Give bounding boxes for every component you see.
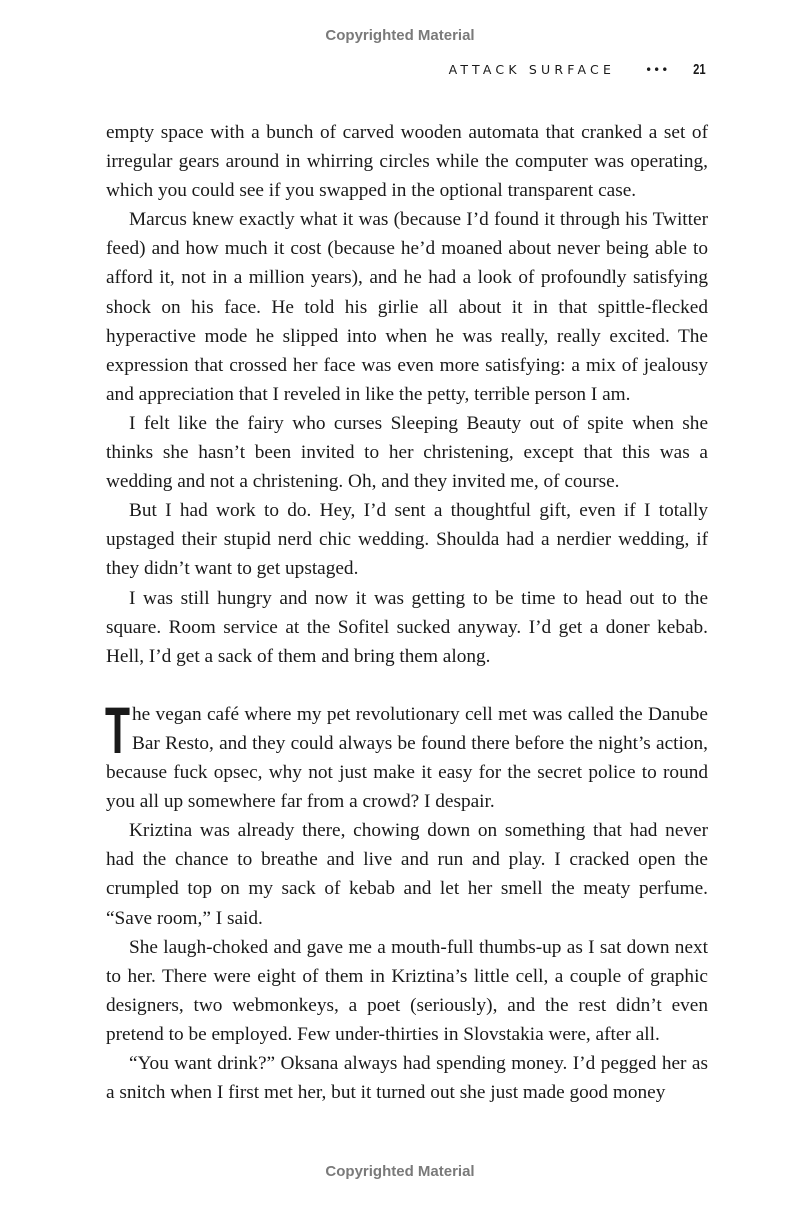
body-text — [106, 118, 708, 1107]
section-opening-paragraph — [105, 692, 708, 816]
separator-dots: ••• — [645, 62, 670, 77]
page-number: 21 — [693, 61, 706, 78]
paragraph: empty space with a bunch of carved wooden automata that cranked a set of irregular gears around in whirring circles while the computer was operating, which you could see if you swapped in the optional transparent case. — [106, 122, 708, 202]
paragraph: I felt like the fairy who curses Sleeping Beauty out of spite when she thinks she hasn’t been invited to her christening, except that this was a wedding and not a christening. Oh, and they invited me, of course. — [106, 412, 708, 493]
paragraph: She laugh-choked and gave me a mouth-full thumbs-up as I sat down next to her. There were eight of them in Kriztina’s little cell, a couple of graphic designers, two webmonkeys, a poet (seriously), and the rest didn’t even pretend to be employed. Few under-thirties in Slovstakia were, after all. — [106, 936, 708, 1045]
book-title: ATTACK SURFACE — [448, 62, 616, 77]
copyright-watermark-top: Copyrighted Material — [325, 27, 475, 44]
paragraph: Kriztina was already there, chowing down on something that had never had the chance to breathe and live and run and play. I cracked open the crumpled top on my sack of kebab and let her smell the meaty perfume. “Save room,” I said. — [106, 820, 708, 929]
paragraph: “You want drink?” Oksana always had spending money. I’d pegged her as a snitch when I first met her, but it turned out she just made good money — [106, 1053, 708, 1104]
section-break — [106, 671, 708, 700]
copyright-watermark-bottom: Copyrighted Material — [325, 1163, 475, 1180]
paragraph: Marcus knew exactly what it was (because I’d found it through his Twitter feed) and how much it cost (because he’d moaned about never being able to afford it, not in a million years), and he had a look of profoundly satisfying shock on his face. He told his girlie all about it in that spittle-flecked hyperactive mode he slipped into when he was really, really excited. The expression that crossed her face was even more satisfying: a mix of jealousy and appreciation that I reveled in like the petty, terrible person I am. — [106, 209, 708, 405]
paragraph: I was still hungry and now it was getting to be time to head out to the square. Room service at the Sofitel sucked anyway. I’d get a doner kebab. Hell, I’d get a sack of them and bring them along. — [106, 587, 708, 667]
running-head — [449, 61, 708, 78]
drop-cap: T — [105, 692, 131, 767]
paragraph-text: he vegan café where my pet revolutionary cell met was called the Danube Bar Resto, and they could always be found there before the night’s action, because fuck opsec, why not just make it easy for the secret police to round you all up somewhere far from a crowd? I despair. — [106, 703, 708, 813]
paragraph: But I had work to do. Hey, I’d sent a thoughtful gift, even if I totally upstaged their stupid nerd chic wedding. Shoulda had a nerdier wedding, if they didn’t want to get upstaged. — [106, 500, 708, 580]
